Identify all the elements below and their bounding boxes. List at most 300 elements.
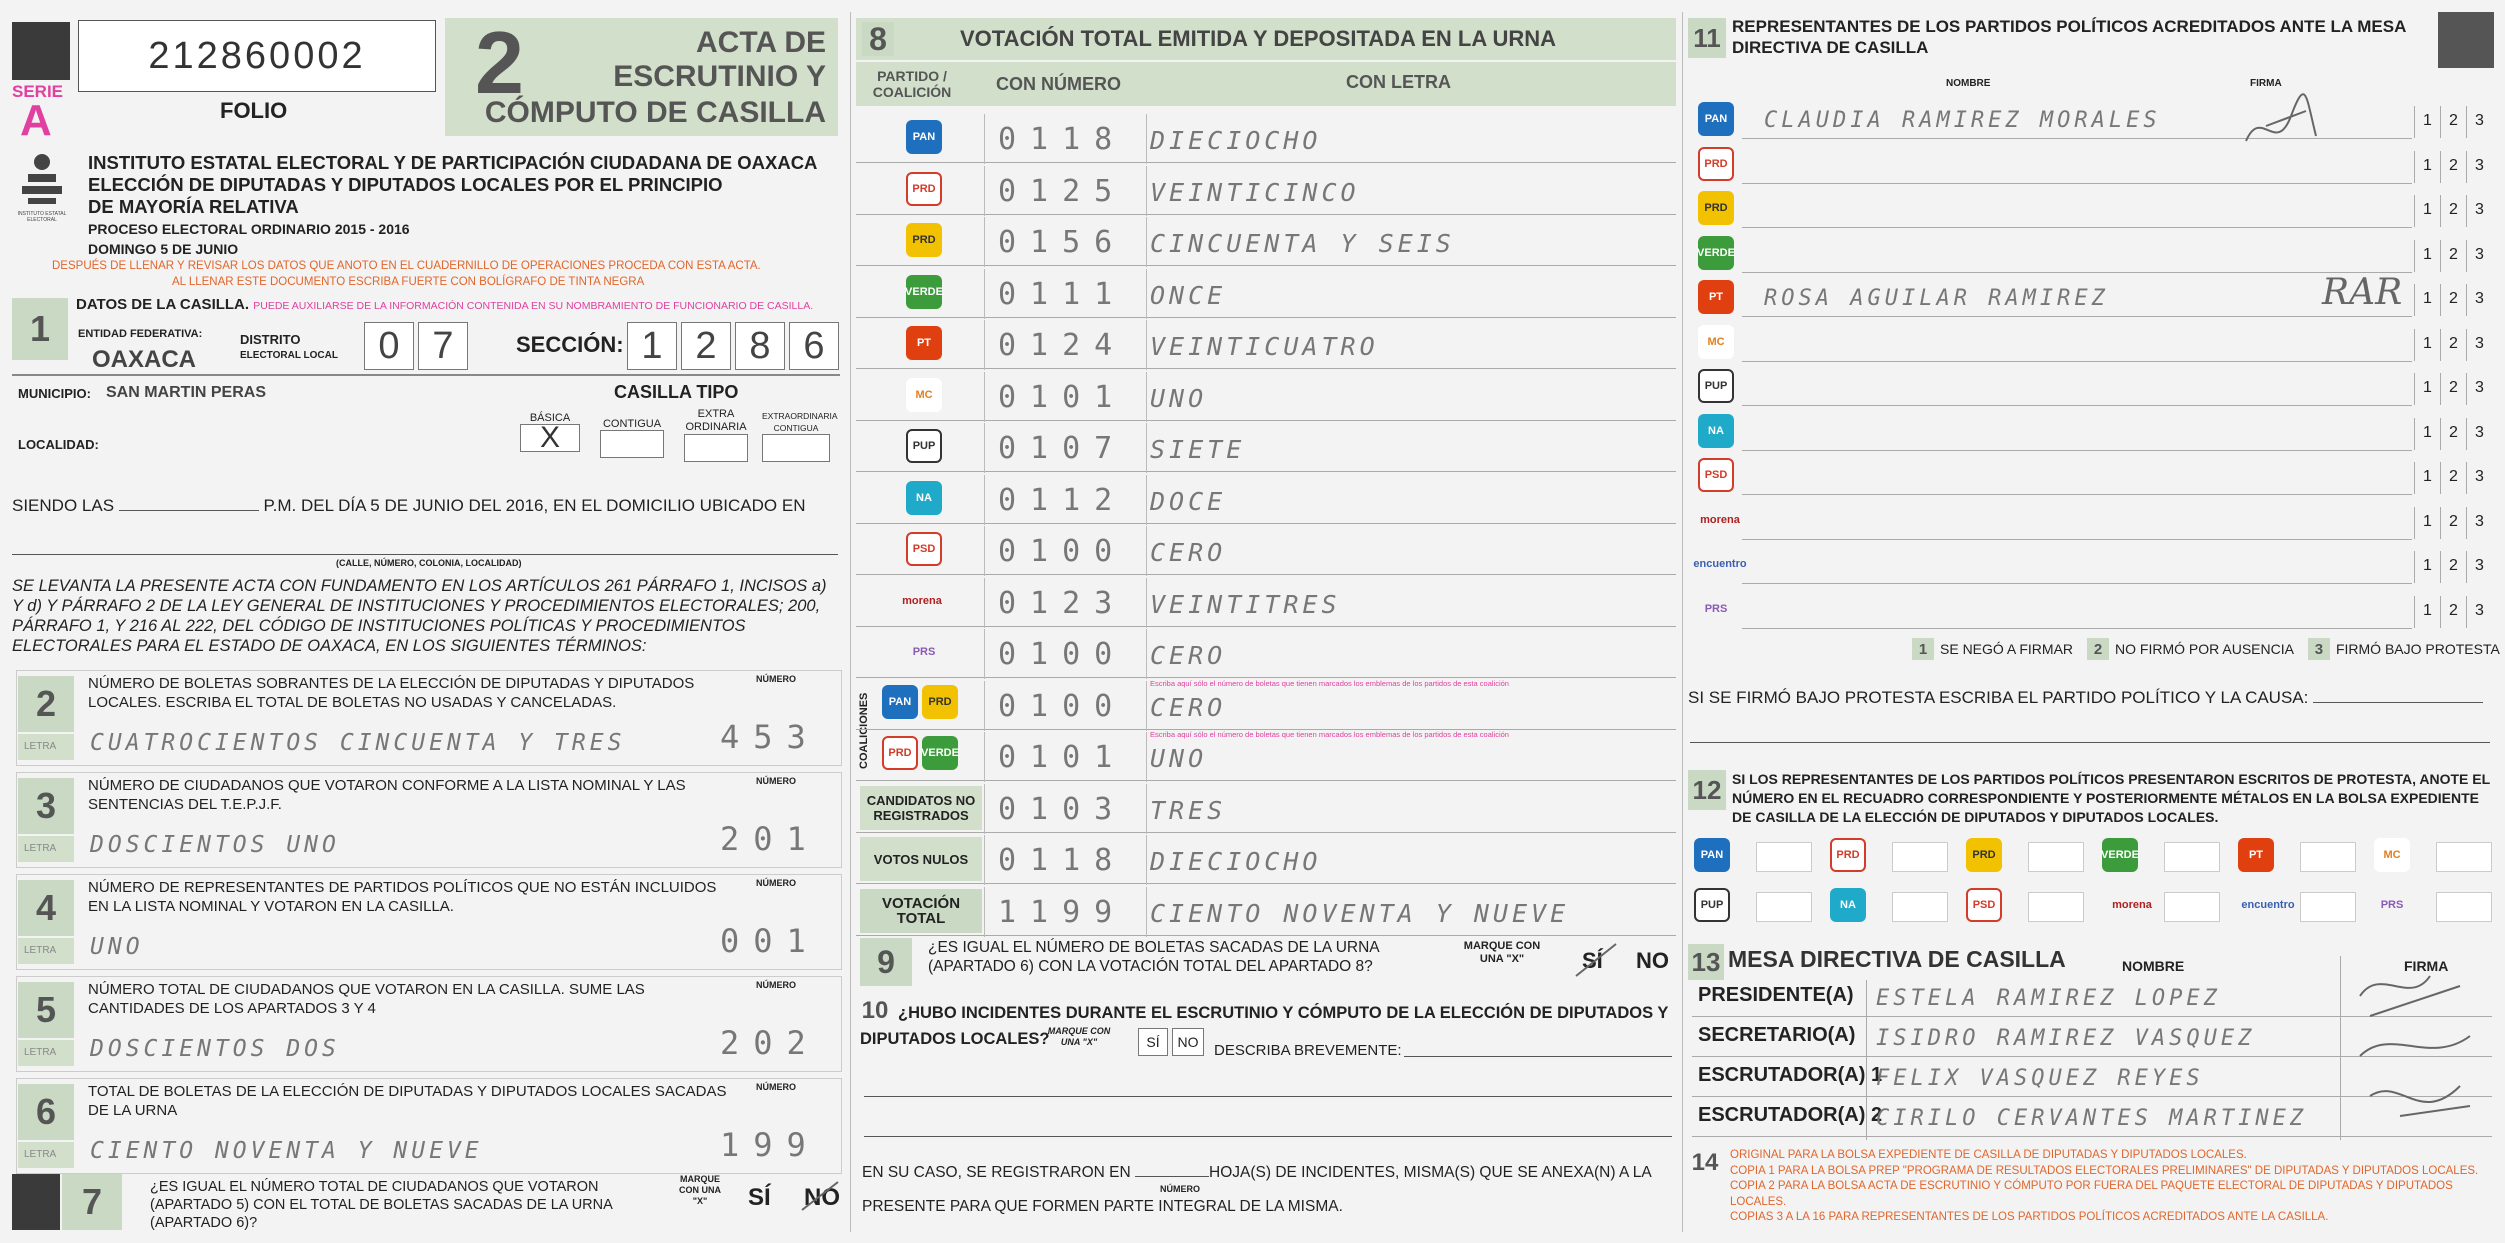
s8-row-letra[interactable]: VEINTICINCO xyxy=(1150,177,1360,207)
s8-row-digits[interactable]: 0112 xyxy=(998,482,1127,518)
coalition-pan-icon: PAN xyxy=(882,685,918,719)
party-pan-icon: PAN xyxy=(906,120,942,154)
rep-psd-icon: PSD xyxy=(1698,458,1734,492)
protest-count-box[interactable] xyxy=(2300,842,2356,872)
s8-vline xyxy=(1146,526,1147,576)
s8-row-digits[interactable]: 0156 xyxy=(998,225,1127,260)
section-4-text: NÚMERO DE REPRESENTANTES DE PARTIDOS POLÍTICOS QUE NO ESTÁN INCLUIDOS EN LA LISTA NOMINAL Y VOTARON EN LA CASILLA. xyxy=(88,879,717,915)
rep-name-line[interactable] xyxy=(1742,361,2412,362)
legend-item xyxy=(2087,638,2294,660)
hora-field[interactable] xyxy=(119,510,259,511)
section-2-number: 2 xyxy=(18,676,74,732)
rep-morena-icon: morena xyxy=(1700,513,1740,526)
party-pri-icon: PRD xyxy=(906,223,942,257)
rep-name-line[interactable] xyxy=(1742,628,2412,629)
section-6-digits[interactable]: 199 xyxy=(720,1126,820,1164)
s8-vline xyxy=(984,784,985,834)
s8-row-digits[interactable]: 0124 xyxy=(998,328,1127,363)
s8-row-letra[interactable]: CERO xyxy=(1150,692,1227,722)
s8-row-line xyxy=(856,780,1676,781)
entidad-label: ENTIDAD FEDERATIVA: xyxy=(78,328,203,340)
rep-option-3[interactable]: 3 xyxy=(2466,151,2492,183)
folio-number: 212860002 xyxy=(148,34,366,77)
rep-name-line[interactable] xyxy=(1742,227,2412,228)
protesta-field[interactable] xyxy=(2313,702,2483,703)
siendo-label: SIENDO LAS xyxy=(12,496,115,515)
section-3-number: 3 xyxy=(18,778,74,834)
election-line-1: ELECCIÓN DE DIPUTADAS Y DIPUTADOS LOCALES POR EL PRINCIPIO xyxy=(88,174,723,195)
rep-option-2[interactable]: 2 xyxy=(2440,284,2466,316)
rep-option-3[interactable]: 3 xyxy=(2466,418,2492,450)
localidad-label: LOCALIDAD: xyxy=(18,437,99,452)
section-2-text: NÚMERO DE BOLETAS SOBRANTES DE LA ELECCIÓN DE DIPUTADAS Y DIPUTADOS LOCALES. ESCRIBA EL TOTAL DE BOLETAS NO USADAS Y CANCELADAS. xyxy=(88,675,695,711)
s8-row-letra[interactable]: SIETE xyxy=(1150,435,1246,464)
protest-count-box[interactable] xyxy=(1756,842,1812,872)
s8-row-label: VOTOS NULOS xyxy=(860,837,982,881)
institute-logo xyxy=(12,150,72,228)
section-5-letra[interactable]: DOSCIENTOS DOS xyxy=(90,1036,340,1062)
municipio-value: SAN MARTIN PERAS xyxy=(106,384,267,401)
rep-name-line[interactable] xyxy=(1742,494,2412,495)
section-5-number: 5 xyxy=(18,982,74,1038)
s8-vline xyxy=(984,732,985,782)
rep-option-2[interactable]: 2 xyxy=(2440,462,2466,494)
rep-option-3[interactable]: 3 xyxy=(2466,106,2492,138)
s8-vline xyxy=(984,269,985,319)
s8-row-letra[interactable]: DIECIOCHO xyxy=(1150,847,1322,876)
rep-option-3[interactable]: 3 xyxy=(2466,462,2492,494)
rep-option-2[interactable]: 2 xyxy=(2440,329,2466,361)
rep-option-2[interactable]: 2 xyxy=(2440,507,2466,539)
section-14-lines xyxy=(1730,1148,2490,1226)
s11-signature-1 xyxy=(2236,86,2326,166)
section-10-describa: DESCRIBA BREVEMENTE: xyxy=(1214,1042,1402,1059)
section-7-marque: MARQUE CON UNA "X" xyxy=(679,1174,721,1206)
tipo-contigua-box[interactable] xyxy=(600,430,664,458)
party-unidad-icon: PUP xyxy=(906,429,942,463)
seccion-label: SECCIÓN: xyxy=(516,332,624,357)
s8-row-letra[interactable]: UNO xyxy=(1150,744,1208,773)
party-eagle-icon: MC xyxy=(906,378,942,412)
serie-word: SERIE xyxy=(12,82,64,101)
divider-s1 xyxy=(12,374,840,376)
seccion-digit: 1 xyxy=(627,322,677,370)
institute-logo-icon xyxy=(12,150,72,206)
rep-pt-icon: PT xyxy=(1698,280,1734,314)
section-13-title: MESA DIRECTIVA DE CASILLA xyxy=(1728,946,2066,972)
section-5-text: NÚMERO TOTAL DE CIUDADANOS QUE VOTARON EN LA CASILLA. SUME LAS CANTIDADES DE LOS APARTADOS 3 Y 4 xyxy=(88,981,645,1017)
s11-firma-head: FIRMA xyxy=(2250,78,2282,89)
tipo-basica-box[interactable] xyxy=(520,421,580,454)
section-10-text: ¿HUBO INCIDENTES DURANTE EL ESCRUTINIO Y CÓMPUTO DE LA ELECCIÓN DE DIPUTADOS Y DIPUTADOS LOCALES? xyxy=(860,1004,1669,1048)
rep-option-2[interactable]: 2 xyxy=(2440,195,2466,227)
copy-line: COPIA 2 PARA LA BOLSA ACTA DE ESCRUTINIO Y CÓMPUTO POR FUERA DEL PAQUETE ELECTORAL DE DIPUTADAS Y DIPUTADOS LOCALES. xyxy=(1730,1180,2453,1208)
s8-row-letra[interactable]: CERO xyxy=(1150,538,1227,567)
protest-count-box[interactable] xyxy=(2164,842,2220,872)
describa-line-0[interactable] xyxy=(1404,1056,1672,1057)
tipo-basica-label: BÁSICA xyxy=(529,412,571,424)
corner-mark-tr xyxy=(2438,12,2494,68)
rep-name-line[interactable] xyxy=(1742,316,2412,317)
s13-nombre-head: NOMBRE xyxy=(2122,958,2185,974)
s8-row-digits[interactable]: 0118 xyxy=(998,843,1127,878)
hojas-field[interactable] xyxy=(1135,1176,1209,1177)
section-9-si[interactable]: SÍ xyxy=(1582,948,1603,973)
s8-vline xyxy=(1146,423,1147,473)
mesa-name[interactable]: CIRILO CERVANTES MARTINEZ xyxy=(1876,1106,2308,1131)
rep-option-3[interactable]: 3 xyxy=(2466,373,2492,405)
s8-vline xyxy=(1146,732,1147,782)
s8-row-digits[interactable]: 1199 xyxy=(998,894,1127,930)
s8-row-line xyxy=(856,368,1676,369)
seccion-digit: 6 xyxy=(789,322,839,370)
rep-prd-icon: PRD xyxy=(1698,147,1734,181)
protest-psd-icon: PSD xyxy=(1966,888,2002,922)
rep-option-3[interactable]: 3 xyxy=(2466,284,2492,316)
s8-vline xyxy=(1146,784,1147,834)
rep-option-1[interactable]: 1 xyxy=(2414,329,2440,361)
distrito-label: DISTRITO xyxy=(240,332,301,347)
s8-row-digits[interactable]: 0100 xyxy=(998,534,1127,569)
section-2-letra[interactable]: CUATROCIENTOS CINCUENTA Y TRES xyxy=(90,730,626,756)
s8-row-digits[interactable]: 0100 xyxy=(998,688,1127,724)
domicilio-field[interactable] xyxy=(12,554,838,555)
s8-vline xyxy=(984,217,985,267)
describa-line-2[interactable] xyxy=(864,1136,1672,1137)
rep-option-1[interactable]: 1 xyxy=(2414,284,2440,316)
distrito-digit: 0 xyxy=(364,322,414,370)
protest-count-box[interactable] xyxy=(1892,842,1948,872)
s8-row-line xyxy=(856,265,1676,266)
section-10-marque: MARQUE CON UNA "X" xyxy=(1047,1026,1111,1047)
s8-vline xyxy=(984,320,985,370)
section-1-number: 1 xyxy=(12,298,68,360)
s8-row-digits[interactable]: 0101 xyxy=(998,379,1127,415)
acta-title-1: ACTA DE xyxy=(696,26,826,59)
section-2-numero-label: NÚMERO xyxy=(756,674,796,684)
party-prd-icon: PRD xyxy=(906,172,942,206)
s8-row-letra[interactable]: DOCE xyxy=(1150,486,1227,516)
s8-row-label: CANDIDATOS NO REGISTRADOS xyxy=(860,786,982,830)
section-14-number: 14 xyxy=(1691,1149,1719,1176)
rep-name[interactable]: ROSA AGUILAR RAMIREZ xyxy=(1764,286,2109,311)
protesta-line-2[interactable] xyxy=(1690,742,2490,743)
coalition-note: Escriba aquí sólo el número de boletas que tienen marcados los emblemas de los partidos de esta coalición xyxy=(1150,678,1509,688)
s8-row-digits[interactable]: 0103 xyxy=(998,791,1127,827)
s8-vline xyxy=(984,629,985,679)
s8-row-letra[interactable]: ONCE xyxy=(1150,280,1227,310)
s8-row-label: VOTACIÓN TOTAL xyxy=(860,889,982,933)
tipo-extra-contigua-label: EXTRAORDINARIA CONTIGUA xyxy=(762,411,838,433)
col-divider-2 xyxy=(1682,12,1683,1232)
s8-row-digits[interactable]: 0123 xyxy=(998,585,1127,621)
s8-vline xyxy=(1146,681,1147,731)
s8-vline xyxy=(984,887,985,937)
s8-row-line xyxy=(856,523,1676,524)
section-9-text: ¿ES IGUAL EL NÚMERO DE BOLETAS SACADAS DE LA URNA (APARTADO 6) CON LA VOTACIÓN TOTAL DEL APARTADO 8? xyxy=(928,939,1379,975)
rep-option-1[interactable]: 1 xyxy=(2414,462,2440,494)
protest-pt-icon: PT xyxy=(2238,838,2274,872)
s8-row-letra[interactable]: UNO xyxy=(1150,383,1208,413)
rep-option-2[interactable]: 2 xyxy=(2440,240,2466,272)
tipo-contigua-label: CONTIGUA xyxy=(602,418,662,430)
section-3-numero-label: NÚMERO xyxy=(756,776,796,786)
rep-prs-icon: PRS xyxy=(1704,602,1728,615)
section-6-numero-label: NÚMERO xyxy=(756,1082,796,1092)
entidad-value: OAXACA xyxy=(92,346,197,373)
s8-vline xyxy=(1146,114,1147,164)
legend-text: SE NEGÓ A FIRMAR xyxy=(1940,641,2074,657)
mesa-name[interactable]: ISIDRO RAMIREZ VASQUEZ xyxy=(1876,1026,2256,1051)
describa-line-1[interactable] xyxy=(864,1096,1672,1097)
s13-firma-head: FIRMA xyxy=(2404,958,2449,974)
s8-row-letra[interactable]: VEINTICUATRO xyxy=(1150,332,1379,361)
section-7-si[interactable]: SÍ xyxy=(748,1184,771,1211)
rep-option-1[interactable]: 1 xyxy=(2414,195,2440,227)
seccion-digit: 2 xyxy=(681,322,731,370)
protest-count-box[interactable] xyxy=(2300,892,2356,922)
corner-mark-bl xyxy=(12,1174,60,1230)
section-2-digits[interactable]: 453 xyxy=(720,718,820,756)
section-5-letra-label: LETRA xyxy=(18,1040,74,1066)
s8-vline xyxy=(984,526,985,576)
copy-line: ORIGINAL PARA LA BOLSA EXPEDIENTE DE CASILLA DE DIPUTADAS Y DIPUTADOS LOCALES. xyxy=(1730,1149,2247,1161)
protest-unidad-icon: PUP xyxy=(1694,888,1730,922)
section-8-number: 8 xyxy=(862,22,894,56)
mesa-name[interactable]: FELIX VASQUEZ REYES xyxy=(1876,1066,2204,1091)
section-4-letra[interactable]: UNO xyxy=(90,934,144,960)
rep-option-3[interactable]: 3 xyxy=(2466,596,2492,628)
rep-option-2[interactable]: 2 xyxy=(2440,106,2466,138)
party-verde-icon: VERDE xyxy=(906,275,942,309)
section-6-number: 6 xyxy=(18,1084,74,1140)
protesta-label: SI SE FIRMÓ BAJO PROTESTA ESCRIBA EL PARTIDO POLÍTICO Y LA CAUSA: xyxy=(1688,688,2309,707)
s8-row-letra[interactable]: TRES xyxy=(1150,795,1227,825)
section-10-number: 10 xyxy=(861,997,889,1024)
protest-morena-icon: morena xyxy=(2112,899,2152,911)
coaliciones-text: COALICIONES xyxy=(858,692,870,770)
mesa-name[interactable]: ESTELA RAMIREZ LOPEZ xyxy=(1876,986,2221,1011)
protest-count-box[interactable] xyxy=(2028,892,2084,922)
protest-count-box[interactable] xyxy=(1892,892,1948,922)
coalition-pri-icon: PRD xyxy=(922,685,958,719)
section-5-digits[interactable]: 202 xyxy=(720,1024,820,1062)
s8-row-line xyxy=(856,317,1676,318)
hojas-line xyxy=(862,1164,1652,1182)
section-4-number: 4 xyxy=(18,880,74,936)
section-9-si-mark xyxy=(1572,940,1622,980)
s8-row-digits[interactable]: 0100 xyxy=(998,637,1127,672)
protest-prd-icon: PRD xyxy=(1830,838,1866,872)
s11-nombre-head: NOMBRE xyxy=(1946,78,1991,89)
legend-number: 2 xyxy=(2087,638,2109,660)
section-10-no[interactable]: NO xyxy=(1172,1028,1204,1056)
section-9-marque: MARQUE CON UNA "X" xyxy=(1463,940,1541,965)
s8-vline xyxy=(1146,475,1147,525)
rep-option-3[interactable]: 3 xyxy=(2466,329,2492,361)
copy-line: COPIAS 3 A LA 16 PARA REPRESENTANTES DE LOS PARTIDOS POLÍTICOS ACREDITADOS ANTE LA CASILLA. xyxy=(1730,1211,2329,1223)
s8-vline xyxy=(1146,578,1147,628)
legend-item xyxy=(2308,638,2500,660)
rep-option-1[interactable]: 1 xyxy=(2414,596,2440,628)
coalition-note: Escriba aquí sólo el número de boletas que tienen marcados los emblemas de los partidos de esta coalición xyxy=(1150,730,1509,739)
s8-row-digits[interactable]: 0101 xyxy=(998,740,1127,775)
copy-line: COPIA 1 PARA LA BOLSA PREP "PROGRAMA DE RESULTADOS ELECTORALES PRELIMINARES" DE DIPUTADAS Y DIPUTADOS LOCALES. xyxy=(1730,1164,2479,1177)
col-divider-1 xyxy=(850,12,851,1232)
rep-name-line[interactable] xyxy=(1742,183,2412,184)
protest-count-box[interactable] xyxy=(1756,892,1812,922)
acta-number: 2 xyxy=(475,13,524,112)
section-1-hint: PUEDE AUXILIARSE DE LA INFORMACIÓN CONTENIDA EN SU NOMBRAMIENTO DE FUNCIONARIO DE CASILLA. xyxy=(253,300,814,312)
section-3-letra[interactable]: DOSCIENTOS UNO xyxy=(90,832,340,858)
legend-number: 1 xyxy=(1912,638,1934,660)
rep-option-1[interactable]: 1 xyxy=(2414,507,2440,539)
rep-name-line[interactable] xyxy=(1742,450,2412,451)
rep-option-2[interactable]: 2 xyxy=(2440,418,2466,450)
legend-text: NO FIRMÓ POR AUSENCIA xyxy=(2115,641,2294,657)
coalition-verde-icon: VERDE xyxy=(922,736,958,770)
pm-label: P.M. DEL DÍA 5 DE JUNIO DEL 2016, EN EL DOMICILIO UBICADO EN xyxy=(263,496,806,515)
protest-pan-icon: PAN xyxy=(1694,838,1730,872)
rep-option-2[interactable]: 2 xyxy=(2440,151,2466,183)
section-8-header xyxy=(856,18,1676,60)
acta-header xyxy=(445,13,838,136)
s8-row-letra[interactable]: VEINTITRES xyxy=(1150,589,1341,619)
protest-count-box[interactable] xyxy=(2028,842,2084,872)
legend-item xyxy=(1912,638,2073,660)
protest-prs-icon: PRS xyxy=(2380,899,2404,911)
section-6-letra[interactable]: CIENTO NOVENTA Y NUEVE xyxy=(90,1138,483,1164)
rep-name-line[interactable] xyxy=(1742,405,2412,406)
rep-option-3[interactable]: 3 xyxy=(2466,507,2492,539)
section-1-title-text: DATOS DE LA CASILLA. xyxy=(76,296,250,313)
tipo-extra-contigua-box[interactable] xyxy=(762,434,830,462)
s8-row-letra[interactable]: CERO xyxy=(1150,641,1227,670)
section-13-number: 13 xyxy=(1688,944,1724,980)
corner-mark-tl xyxy=(12,22,70,80)
rep-option-1[interactable]: 1 xyxy=(2414,151,2440,183)
rep-name-line[interactable] xyxy=(1742,583,2412,584)
party-prs-icon: PRS xyxy=(912,646,936,658)
s8-vline xyxy=(1146,887,1147,937)
section-7-number: 7 xyxy=(62,1174,122,1230)
s8-row-letra[interactable]: CIENTO NOVENTA Y NUEVE xyxy=(1150,898,1570,928)
s8-row-line xyxy=(856,574,1676,575)
rep-name-line[interactable] xyxy=(1742,272,2412,273)
tipo-extra-label: EXTRA ORDINARIA xyxy=(685,408,747,433)
s8-row-line xyxy=(856,832,1676,833)
rep-option-3[interactable]: 3 xyxy=(2466,551,2492,583)
tipo-extra-box[interactable] xyxy=(684,434,748,462)
institute-logo-text: INSTITUTO ESTATAL ELECTORAL xyxy=(17,211,67,223)
section-2-letra-label: LETRA xyxy=(18,734,74,760)
rep-option-3[interactable]: 3 xyxy=(2466,195,2492,227)
section-4-letra-label: LETRA xyxy=(18,938,74,964)
section-9-number: 9 xyxy=(860,938,912,986)
rep-option-1[interactable]: 1 xyxy=(2414,418,2440,450)
rep-alianza-icon: NA xyxy=(1698,414,1734,448)
calle-caption: (CALLE, NÚMERO, COLONIA, LOCALIDAD) xyxy=(336,558,522,568)
s8-row-digits[interactable]: 0111 xyxy=(998,276,1127,312)
rep-name[interactable]: CLAUDIA RAMIREZ MORALES xyxy=(1764,108,2161,133)
rep-option-3[interactable]: 3 xyxy=(2466,240,2492,272)
mesa-vline xyxy=(1866,980,1867,1140)
col-partido-head: PARTIDO / COALICIÓN xyxy=(872,68,952,100)
mesa-role: PRESIDENTE(A) xyxy=(1698,984,1854,1006)
protest-verde-icon: VERDE xyxy=(2102,838,2138,872)
tipo-basica-mark: X xyxy=(539,421,560,454)
protest-encuentro-icon: encuentro xyxy=(2241,899,2295,911)
s13-signatures xyxy=(2340,956,2490,1136)
s8-row-digits[interactable]: 0107 xyxy=(998,431,1127,466)
col-numero-head: CON NÚMERO xyxy=(996,74,1121,94)
rep-eagle-icon: MC xyxy=(1698,325,1734,359)
section-4-digits[interactable]: 001 xyxy=(720,922,820,960)
s8-row-letra[interactable]: CINCUENTA Y SEIS xyxy=(1150,229,1455,258)
folio-label: FOLIO xyxy=(220,98,288,123)
distrito-digit: 7 xyxy=(418,322,468,370)
s8-row-line xyxy=(856,162,1676,163)
s8-row-digits[interactable]: 0125 xyxy=(998,173,1127,209)
protest-alianza-icon: NA xyxy=(1830,888,1866,922)
serie-letter: A xyxy=(20,96,52,145)
rep-option-2[interactable]: 2 xyxy=(2440,596,2466,628)
rep-name-line[interactable] xyxy=(1742,539,2412,540)
section-7-no[interactable]: NO xyxy=(804,1184,840,1211)
section-9-no[interactable]: NO xyxy=(1636,948,1669,973)
protest-count-box[interactable] xyxy=(2436,892,2492,922)
col-letra-head: CON LETRA xyxy=(1346,72,1451,92)
section-11-title: REPRESENTANTES DE LOS PARTIDOS POLÍTICOS ACREDITADOS ANTE LA MESA DIRECTIVA DE CASILLA xyxy=(1732,17,2406,57)
rep-option-1[interactable]: 1 xyxy=(2414,373,2440,405)
s8-vline xyxy=(984,114,985,164)
hojas-b: HOJA(S) DE INCIDENTES, MISMA(S) QUE SE ANEXA(N) A LA xyxy=(1209,1164,1652,1181)
coalition-prd-icon: PRD xyxy=(882,736,918,770)
rep-option-1[interactable]: 1 xyxy=(2414,551,2440,583)
s8-vline xyxy=(984,423,985,473)
rep-option-1[interactable]: 1 xyxy=(2414,106,2440,138)
s8-vline xyxy=(1146,835,1147,885)
section-8-colheads xyxy=(856,62,1676,106)
legal-text: SE LEVANTA LA PRESENTE ACTA CON FUNDAMENTO EN LOS ARTÍCULOS 261 PÁRRAFO 1, INCISOS a) Y d) Y PÁRRAFO 2 DE LA LEY GENERAL DE INSTITUCIONES Y PROCEDIMIENTOS ELECTORALES; 200, PÁRRAFO 1, Y 216 AL 222, DEL CÓDIGO DE INSTITUCIONES POLÍTICAS Y PROCEDIMIENTOS ELECTORALES PARA EL ESTADO DE OAXACA, EN LOS SIGUIENTES TÉRMINOS: xyxy=(12,577,827,655)
protest-count-box[interactable] xyxy=(2164,892,2220,922)
election-line-2: DE MAYORÍA RELATIVA xyxy=(88,196,299,217)
rep-option-2[interactable]: 2 xyxy=(2440,551,2466,583)
rep-option-2[interactable]: 2 xyxy=(2440,373,2466,405)
rep-verde-icon: VERDE xyxy=(1698,236,1734,270)
section-3-letra-label: LETRA xyxy=(18,836,74,862)
s8-row-line xyxy=(856,935,1676,936)
process-label: PROCESO ELECTORAL ORDINARIO 2015 - 2016 xyxy=(88,221,410,237)
s8-vline xyxy=(984,681,985,731)
legend-number: 3 xyxy=(2308,638,2330,660)
party-psd-icon: PSD xyxy=(906,532,942,566)
section-4-numero-label: NÚMERO xyxy=(756,878,796,888)
folio-box xyxy=(78,20,436,92)
section-3-digits[interactable]: 201 xyxy=(720,820,820,858)
s8-vline xyxy=(984,835,985,885)
protest-count-box[interactable] xyxy=(2436,842,2492,872)
section-6-letra-label: LETRA xyxy=(18,1142,74,1168)
rep-pan-icon: PAN xyxy=(1698,102,1734,136)
date-label: DOMINGO 5 DE JUNIO xyxy=(88,241,239,257)
protest-eagle-icon: MC xyxy=(2374,838,2410,872)
s8-row-digits[interactable]: 0118 xyxy=(998,122,1127,157)
tipo-basica xyxy=(520,412,580,452)
section-10-si[interactable]: SÍ xyxy=(1138,1028,1168,1056)
s8-row-letra[interactable]: DIECIOCHO xyxy=(1150,126,1322,155)
rep-option-1[interactable]: 1 xyxy=(2414,240,2440,272)
